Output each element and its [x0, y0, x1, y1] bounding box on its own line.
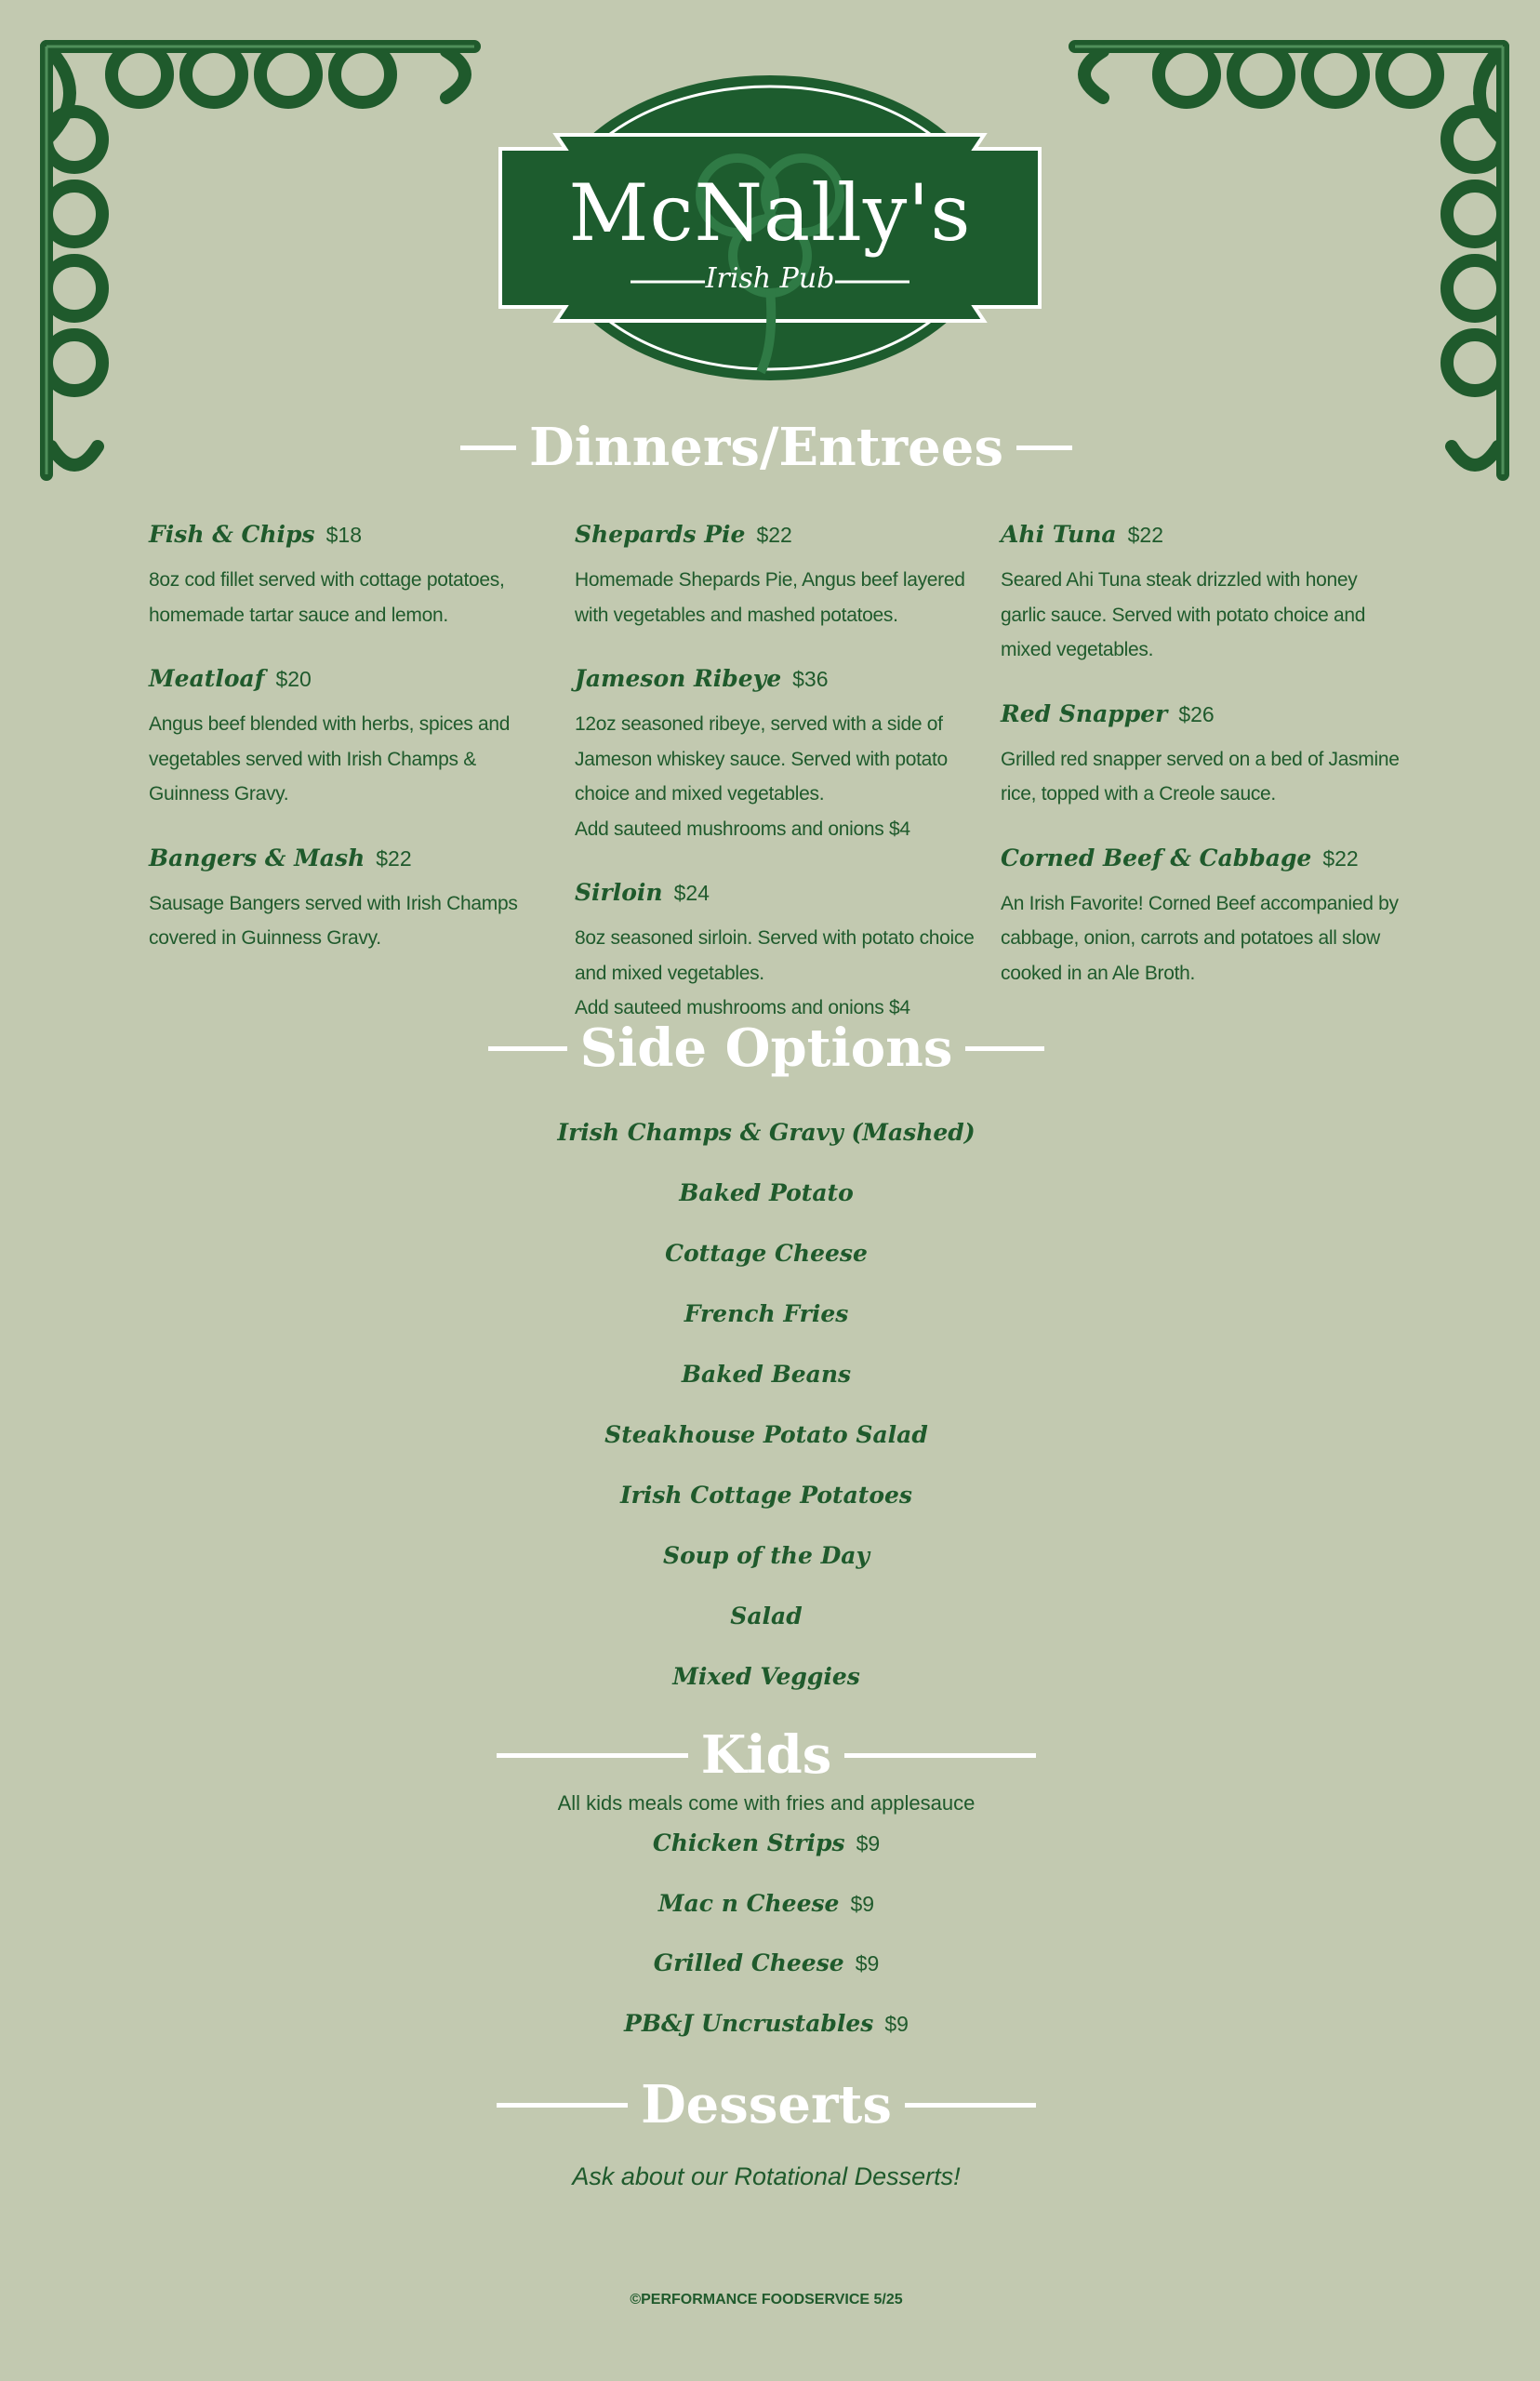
entree-desc-line: Sausage Bangers served with Irish Champs [149, 892, 518, 914]
entree-desc-line: vegetables served with Irish Champs & [149, 748, 476, 770]
celtic-knot-corner-left-icon [37, 37, 484, 484]
title-rule-right [965, 1046, 1044, 1051]
entree-item [575, 660, 984, 846]
entree-desc-line: garlic sauce. Served with potato choice and [1001, 604, 1366, 626]
footer-copyright: ©PERFORMANCE FOODSERVICE 5/25 [630, 2292, 903, 2308]
kids-item-price: $9 [884, 2011, 909, 2036]
side-option: Steakhouse Potato Salad [604, 1421, 928, 1448]
entree-item [1001, 840, 1410, 991]
entree-desc-line: Homemade Shepards Pie, Angus beef layered [575, 569, 965, 591]
side-option: Salad [730, 1603, 803, 1629]
logo-subtitle: Irish Pub [705, 262, 835, 295]
entree-name: Jameson Ribeye [575, 665, 782, 692]
kids-item-name: Mac n Cheese [657, 1889, 840, 1917]
entree-name: Meatloaf [149, 665, 265, 692]
sides-heading: Side Options [579, 1018, 953, 1079]
section-desserts-title [497, 2074, 1036, 2135]
entree-desc-line: Guinness Gravy. [149, 783, 289, 805]
entree-name: Fish & Chips [149, 521, 315, 548]
side-option: Baked Potato [679, 1179, 854, 1206]
logo-name: McNally's [568, 167, 972, 259]
section-kids-title [497, 1724, 1036, 1786]
entree-name: Bangers & Mash [149, 844, 365, 871]
entree-desc-line: covered in Guinness Gravy. [149, 927, 381, 949]
entree-column-1 [149, 516, 558, 984]
kids-item-price: $9 [856, 1831, 881, 1856]
title-rule-right [1016, 446, 1072, 450]
side-option: Baked Beans [681, 1361, 852, 1388]
entree-price: $22 [756, 523, 792, 547]
entree-item [575, 874, 984, 1026]
entree-price: $26 [1178, 701, 1215, 726]
entree-item [149, 516, 558, 632]
side-option: French Fries [684, 1300, 849, 1327]
entree-name: Red Snapper [1001, 699, 1168, 727]
kids-item [497, 2003, 1036, 2064]
entree-desc-line: with vegetables and mashed potatoes. [575, 604, 898, 626]
entree-price: $36 [792, 667, 829, 691]
entree-column-2 [575, 516, 984, 1054]
entree-desc-line: 8oz cod fillet served with cottage potatoes, [149, 569, 505, 591]
entree-desc-line: Grilled red snapper served on a bed of Jasmine [1001, 748, 1400, 770]
entree-desc-line: cooked in an Ale Broth. [1001, 962, 1196, 984]
entree-desc-line: homemade tartar sauce and lemon. [149, 604, 448, 626]
entree-name: Corned Beef & Cabbage [1001, 844, 1312, 871]
entree-price: $24 [673, 881, 710, 905]
side-option: Mixed Veggies [672, 1663, 860, 1690]
title-rule-right [905, 2103, 1036, 2108]
title-rule-left [460, 446, 516, 450]
entree-desc-line: rice, topped with a Creole sauce. [1001, 783, 1276, 805]
side-option: Cottage Cheese [665, 1240, 868, 1267]
logo [491, 65, 1049, 391]
entree-desc-line: Jameson whiskey sauce. Served with potato [575, 748, 948, 770]
kids-note: All kids meals come with fries and applesauce [557, 1791, 976, 1815]
section-dinners-title [497, 417, 1036, 478]
entree-desc-line: Seared Ahi Tuna steak drizzled with honey [1001, 569, 1358, 591]
entree-item [1001, 696, 1410, 812]
entree-item [149, 840, 558, 956]
title-rule-left [488, 1046, 567, 1051]
entree-desc-line: mixed vegetables. [1001, 639, 1154, 660]
kids-heading: Kids [700, 1724, 832, 1786]
kids-item-name: PB&J Uncrustables [624, 2009, 874, 2037]
entree-desc-line: Angus beef blended with herbs, spices and [149, 713, 511, 735]
entree-desc-line: and mixed vegetables. [575, 962, 764, 984]
kids-item-price: $9 [855, 1951, 880, 1975]
entree-item [149, 660, 558, 812]
entree-price: $18 [325, 523, 362, 547]
kids-item-name: Grilled Cheese [653, 1949, 844, 1976]
side-option: Irish Champs & Gravy (Mashed) [557, 1119, 976, 1146]
entree-desc-line: choice and mixed vegetables. [575, 783, 825, 805]
side-option: Irish Cottage Potatoes [619, 1482, 913, 1509]
section-sides-title [497, 1018, 1036, 1079]
entree-addon-line: Add sauteed mushrooms and onions $4 [575, 818, 910, 840]
entree-price: $22 [376, 845, 412, 871]
title-rule-left [497, 2103, 628, 2108]
kids-item [497, 1883, 1036, 1944]
entree-price: $20 [275, 667, 312, 691]
entree-desc-line: 8oz seasoned sirloin. Served with potato choice [575, 927, 975, 949]
entree-desc-line: An Irish Favorite! Corned Beef accompanied by [1001, 892, 1399, 914]
kids-item-price: $9 [850, 1891, 875, 1916]
kids-item [497, 1943, 1036, 2003]
celtic-knot-corner-right-icon [1066, 37, 1512, 484]
entree-desc-line: 12oz seasoned ribeye, served with a side of [575, 713, 943, 735]
desserts-heading: Desserts [641, 2074, 892, 2135]
entree-name: Shepards Pie [575, 521, 746, 548]
dinners-heading: Dinners/Entrees [529, 417, 1003, 478]
entree-item [1001, 516, 1410, 668]
kids-item-name: Chicken Strips [652, 1829, 845, 1856]
entree-desc-line: cabbage, onion, carrots and potatoes all slow [1001, 927, 1380, 949]
entree-column-3 [1001, 516, 1410, 1018]
entree-price: $22 [1127, 523, 1164, 547]
entree-price: $22 [1322, 845, 1359, 871]
side-option: Soup of the Day [663, 1542, 870, 1569]
entree-name: Sirloin [575, 879, 663, 906]
entree-item [575, 516, 984, 632]
dessert-note: Ask about our Rotational Desserts! [572, 2162, 961, 2190]
entree-name: Ahi Tuna [1001, 521, 1117, 548]
title-rule-left [497, 1753, 688, 1758]
entree-addon-line: Add sauteed mushrooms and onions $4 [575, 997, 910, 1018]
side-options-list [497, 1110, 1036, 1714]
kids-menu-list [497, 1823, 1036, 2063]
kids-item [497, 1823, 1036, 1883]
title-rule-right [844, 1753, 1036, 1758]
